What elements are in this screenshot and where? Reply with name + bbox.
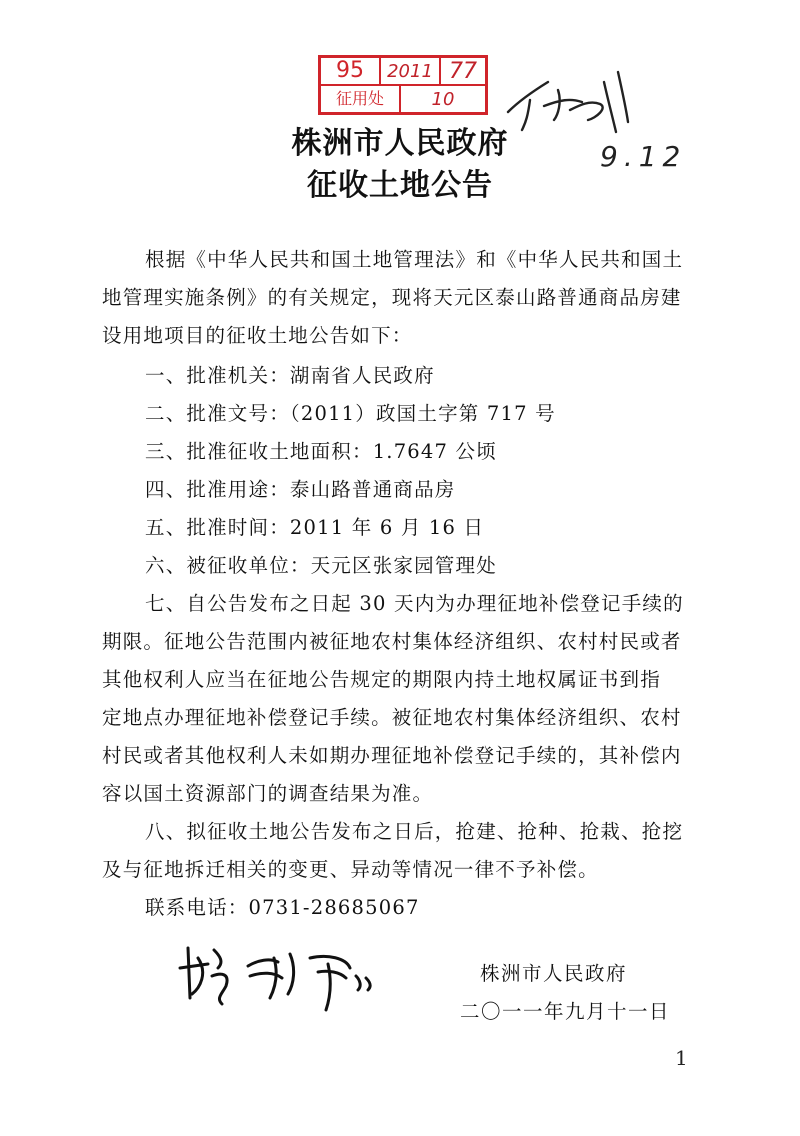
handwritten-date-note: 9.12 [600, 140, 687, 173]
intro-line: 地管理实施条例》的有关规定，现将天元区泰山路普通商品房建 [102, 286, 682, 309]
item7-line: 容以国土资源部门的调查结果为准。 [102, 782, 434, 805]
page-number: 1 [675, 1046, 688, 1070]
approved-area: 三、批准征收土地面积：1.7647 公顷 [145, 440, 497, 463]
handwritten-signature-bottom [178, 928, 398, 1018]
item7-line: 其他权利人应当在征地公告规定的期限内持土地权属证书到指 [102, 668, 661, 691]
item7-line: 定地点办理征地补偿登记手续。被征地农村集体经济组织、农村 [102, 706, 682, 729]
page-title-line-2: 征收土地公告 [307, 168, 493, 203]
approval-authority: 一、批准机关：湖南省人民政府 [145, 364, 435, 387]
issuer-name: 株洲市人民政府 [480, 962, 628, 985]
page-title-line-1: 株洲市人民政府 [291, 126, 509, 161]
contact-phone: 联系电话：0731-28685067 [145, 896, 420, 919]
stamp-number: 77 [440, 57, 486, 85]
registration-stamp [318, 55, 488, 115]
approved-use: 四、批准用途：泰山路普通商品房 [145, 478, 456, 501]
intro-line: 设用地项目的征收土地公告如下： [102, 324, 413, 347]
item7-line: 村民或者其他权利人未如期办理征地补偿登记手续的，其补偿内 [102, 744, 682, 767]
intro-line: 根据《中华人民共和国土地管理法》和《中华人民共和国土 [145, 248, 684, 271]
approval-doc-number: 二、批准文号：（2011）政国土字第 717 号 [145, 402, 556, 425]
expropriated-unit: 六、被征收单位：天元区张家园管理处 [145, 554, 497, 577]
item8-line: 及与征地拆迁相关的变更、异动等情况一律不予补偿。 [102, 858, 599, 881]
stamp-code: 95 [320, 57, 380, 85]
stamp-year: 2011 [380, 57, 440, 85]
item8-line: 八、拟征收土地公告发布之日后，抢建、抢种、抢栽、抢挖 [145, 820, 684, 843]
stamp-office: 征用处 [320, 85, 400, 113]
stamp-seq: 10 [400, 85, 486, 113]
issue-date: 二〇一一年九月十一日 [460, 1000, 671, 1023]
approval-date: 五、批准时间：2011 年 6 月 16 日 [145, 516, 485, 539]
item7-line: 期限。征地公告范围内被征地农村集体经济组织、农村村民或者 [102, 630, 682, 653]
item7-line: 七、自公告发布之日起 30 天内为办理征地补偿登记手续的 [145, 592, 684, 615]
